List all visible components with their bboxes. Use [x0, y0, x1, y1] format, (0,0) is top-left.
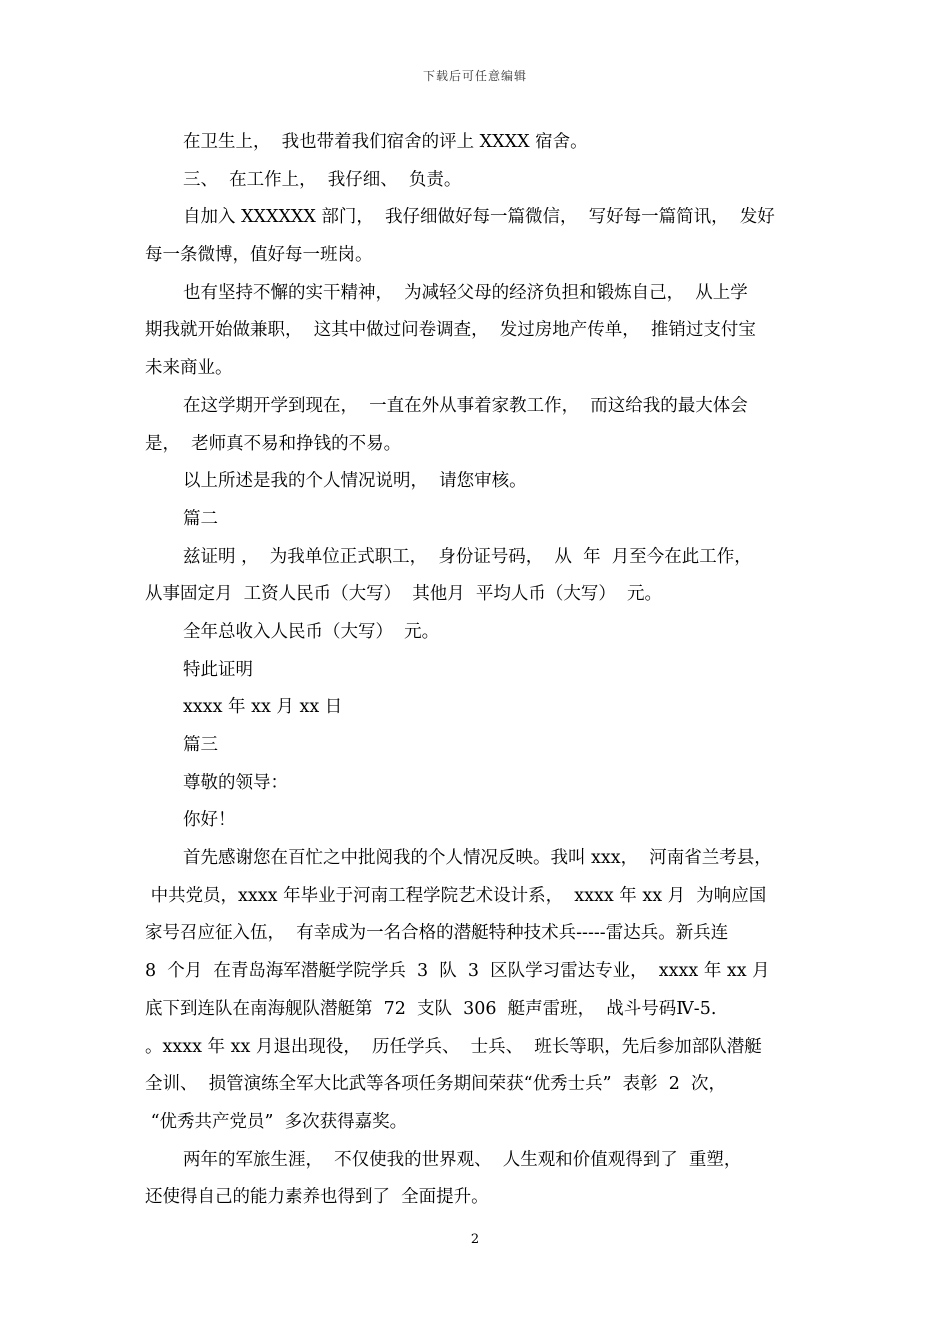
text-line: 全训、 损管演练全军大比武等各项任务期间荣获“优秀士兵” 表彰 2 次， — [145, 1074, 727, 1095]
greeting: 你好！ — [183, 810, 236, 831]
text-line: 每一条微博，值好每一班岗。 — [145, 245, 373, 266]
text-line: 未来商业。 — [145, 358, 233, 379]
text-line: 期我就开始做兼职， 这其中做过问卷调查， 发过房地产传单， 推销过支付宝 — [145, 320, 756, 341]
section-heading: 篇三 — [183, 735, 218, 755]
text-line: 底下到连队在南海舰队潜艇第 72 支队 306 艇声雷班， 战斗号码Ⅳ-5. — [145, 998, 717, 1019]
text-line: 家号召应征入伍， 有幸成为一名合格的潜艇特种技术兵-----雷达兵。新兵连 — [145, 923, 729, 944]
text-line: 还使得自己的能力素养也得到了 全面提升。 — [145, 1187, 489, 1208]
date-line: xxxx 年 xx 月 xx 日 — [183, 697, 343, 718]
salutation: 尊敬的领导： — [183, 772, 288, 793]
text-line: 也有坚持不懈的实干精神， 为减轻父母的经济负担和锻炼自己， 从上学 — [183, 282, 748, 303]
text-line: 是， 老师真不易和挣钱的不易。 — [145, 433, 402, 454]
document-body — [145, 124, 813, 1217]
page-header-note: 下载后可任意编辑 — [422, 69, 527, 83]
text-line: 中共党员，xxxx 年毕业于河南工程学院艺术设计系， xxxx 年 xx 月 为响应国 — [145, 885, 767, 906]
text-line: 兹证明 ， 为我单位正式职工， 身份证号码， 从 年 月至今在此工作， — [183, 546, 752, 567]
text-line: 在这学期开学到现在， 一直在外从事着家教工作， 而这给我的最大体会 — [183, 395, 748, 416]
text-line: 首先感谢您在百忙之中批阅我的个人情况反映。我叫 xxx， 河南省兰考县， — [183, 848, 772, 869]
text-line: 自加入 XXXXXX 部门， 我仔细做好每一篇微信， 写好每一篇简讯， 发好 — [183, 207, 775, 228]
text-line: 在卫生上， 我也带着我们宿舍的评上 XXXX 宿舍。 — [183, 132, 588, 152]
section-heading: 篇二 — [183, 508, 218, 529]
text-line: 8 个月 在青岛海军潜艇学院学兵 3 队 3 区队学习雷达专业， xxxx 年 xx 月 — [145, 961, 770, 982]
text-line: 两年的军旅生涯， 不仅使我的世界观、 人生观和价值观得到了 重塑， — [183, 1149, 742, 1170]
text-line: 。xxxx 年 xx 月退出现役， 历任学兵、 士兵、 班长等职，先后参加部队潜艇 — [145, 1036, 762, 1057]
text-line: 特此证明 — [183, 659, 253, 680]
text-line: 全年总收入人民币（大写） 元。 — [183, 621, 440, 642]
text-line: 从事固定月 工资人民币（大写） 其他月 平均人币（大写） 元。 — [145, 584, 662, 605]
text-line: “优秀共产党员” 多次获得嘉奖。 — [145, 1111, 408, 1132]
page-number: 2 — [470, 1232, 480, 1247]
text-line: 以上所述是我的个人情况说明， 请您审核。 — [183, 471, 527, 492]
text-line: 三、 在工作上， 我仔细、 负责。 — [183, 169, 462, 190]
